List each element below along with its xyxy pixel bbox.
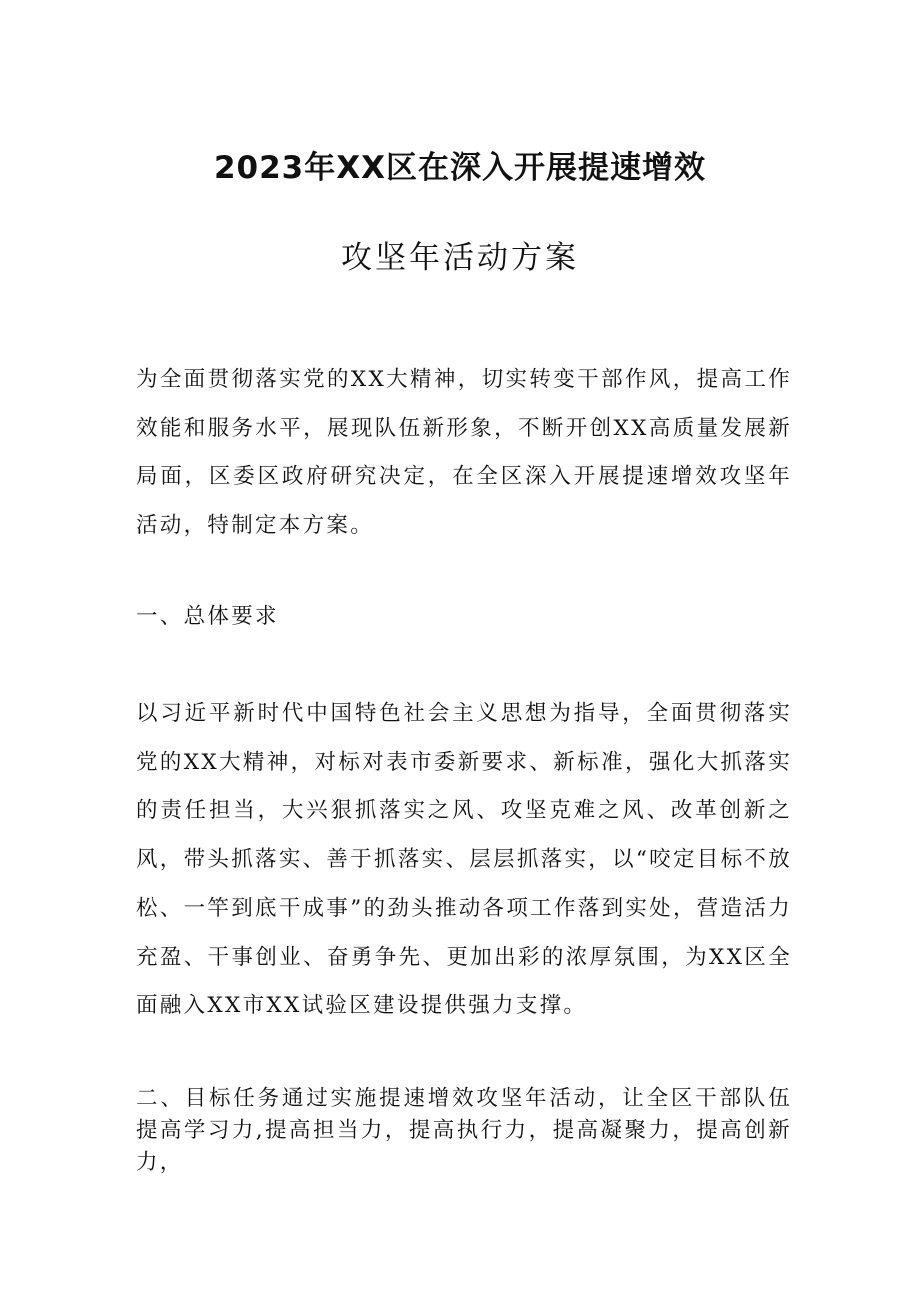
section-1-paragraph: 以习近平新时代中国特色社会主义思想为指导，全面贯彻落实党的XX大精神，对标对表市委新要求、新标准，强化大抓落实的责任担当，大兴狠抓落实之风、攻坚克难之风、改革创新之风，带头抓落实、善于抓落实、层层抓落实，以“咬定目标不放松、一竿到底干成事”的劲头推动各项工作落到实处，营造活力充盈、干事创业、奋勇争先、更加出彩的浓厚氛围，为XX区全面融入XX市XX试验区建设提供强力支撑。 (136, 701, 792, 1019)
section-2-paragraph: 二、目标任务通过实施提速增效攻坚年活动，让全区干部队伍提高学习力,提高担当力，提高执行力，提高凝聚力，提高创新力， (136, 1086, 792, 1175)
section-1-heading: 一、总体要求 (136, 604, 279, 629)
document-title-line-1: 2023年XX区在深入开展提速增效 (213, 150, 707, 186)
intro-paragraph: 为全面贯彻落实党的XX大精神，切实转变干部作风，提高工作效能和服务水平，展现队伍新形象，不断开创XX高质量发展新局面，区委区政府研究决定，在全区深入开展提速增效攻坚年活动，特制定本方案。 (136, 367, 792, 539)
document-title-line-2: 攻坚年活动方案 (341, 240, 579, 276)
